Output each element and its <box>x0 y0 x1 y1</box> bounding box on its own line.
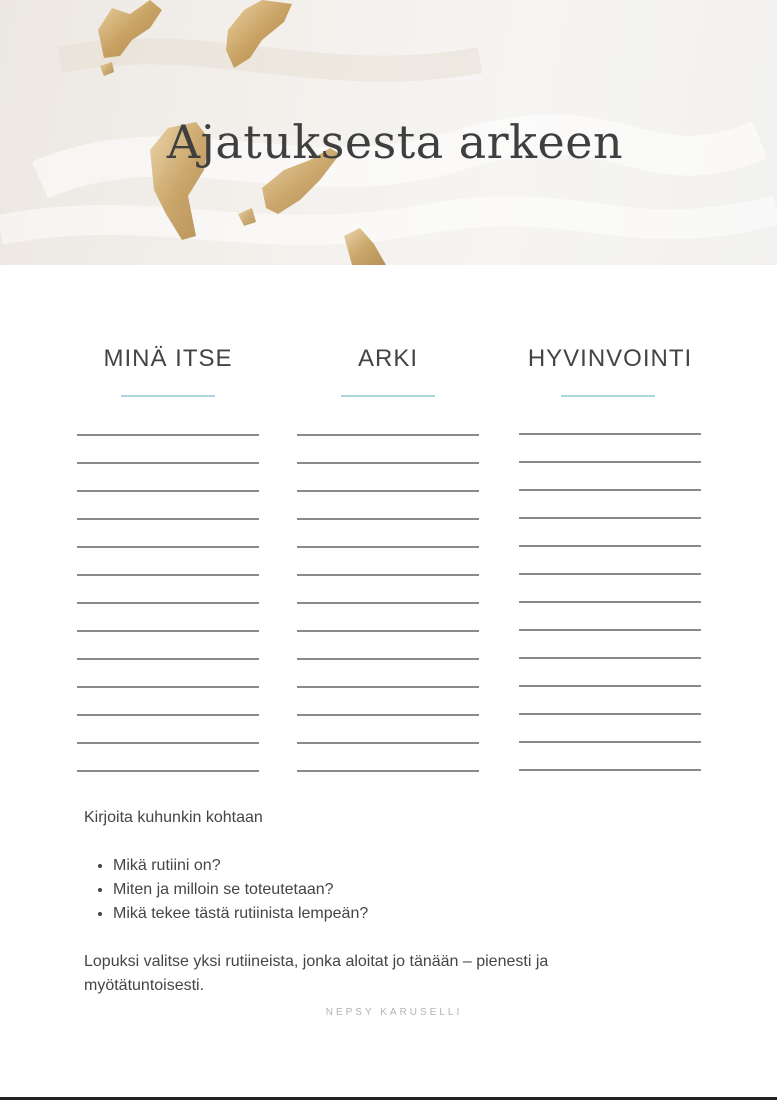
footer-brand: NEPSY KARUSELLI <box>325 1007 463 1018</box>
writing-line[interactable] <box>77 742 259 744</box>
writing-line[interactable] <box>77 630 259 632</box>
instructions-intro: Kirjoita kuhunkin kohtaan <box>84 809 263 826</box>
writing-line[interactable] <box>77 602 259 604</box>
heading-accent-underline <box>561 395 655 397</box>
header-banner <box>0 0 777 265</box>
writing-line[interactable] <box>77 518 259 520</box>
writing-line[interactable] <box>297 742 479 744</box>
writing-line[interactable] <box>77 770 259 772</box>
heading-accent-underline <box>341 395 435 397</box>
writing-line[interactable] <box>297 574 479 576</box>
writing-line[interactable] <box>519 601 701 603</box>
writing-line[interactable] <box>519 713 701 715</box>
writing-line[interactable] <box>77 574 259 576</box>
instructions-block <box>84 806 664 998</box>
instructions-bullet-list <box>84 854 664 926</box>
instructions-closing: Lopuksi valitse yksi rutiineista, jonka aloitat jo tänään – pienesti ja myötätuntoisesti. <box>84 953 549 994</box>
writing-line[interactable] <box>77 714 259 716</box>
writing-line[interactable] <box>297 434 479 436</box>
writing-line[interactable] <box>519 629 701 631</box>
bullet-item: • Mikä rutiini on? <box>113 854 664 878</box>
column-heading: ARKI <box>357 345 418 372</box>
writing-line[interactable] <box>519 573 701 575</box>
writing-line[interactable] <box>297 714 479 716</box>
writing-line[interactable] <box>77 546 259 548</box>
column-arki <box>297 345 479 373</box>
bullet-item: • Mikä tekee tästä rutiinista lempeän? <box>113 902 664 926</box>
column-heading: HYVINVOINTI <box>527 345 693 372</box>
writing-line[interactable] <box>77 686 259 688</box>
bullet-item: • Miten ja milloin se toteutetaan? <box>113 878 664 902</box>
writing-line[interactable] <box>519 545 701 547</box>
column-mina-itse <box>77 345 259 373</box>
writing-line[interactable] <box>77 434 259 436</box>
writing-line[interactable] <box>297 770 479 772</box>
writing-line[interactable] <box>519 741 701 743</box>
writing-line[interactable] <box>297 462 479 464</box>
writing-line[interactable] <box>519 769 701 771</box>
heading-accent-underline <box>121 395 215 397</box>
writing-line[interactable] <box>519 657 701 659</box>
column-hyvinvointi <box>519 345 701 373</box>
writing-line[interactable] <box>297 518 479 520</box>
column-heading: MINÄ ITSE <box>103 345 233 372</box>
writing-line[interactable] <box>297 658 479 660</box>
writing-line[interactable] <box>519 517 701 519</box>
writing-line[interactable] <box>519 489 701 491</box>
writing-line[interactable] <box>519 461 701 463</box>
writing-line[interactable] <box>77 658 259 660</box>
writing-line[interactable] <box>519 433 701 435</box>
writing-line[interactable] <box>297 490 479 492</box>
writing-line[interactable] <box>77 462 259 464</box>
writing-line[interactable] <box>519 685 701 687</box>
page-title: Ajatuksesta arkeen <box>166 114 624 169</box>
writing-line[interactable] <box>77 490 259 492</box>
writing-line[interactable] <box>297 602 479 604</box>
writing-line[interactable] <box>297 686 479 688</box>
writing-line[interactable] <box>297 630 479 632</box>
writing-line[interactable] <box>297 546 479 548</box>
